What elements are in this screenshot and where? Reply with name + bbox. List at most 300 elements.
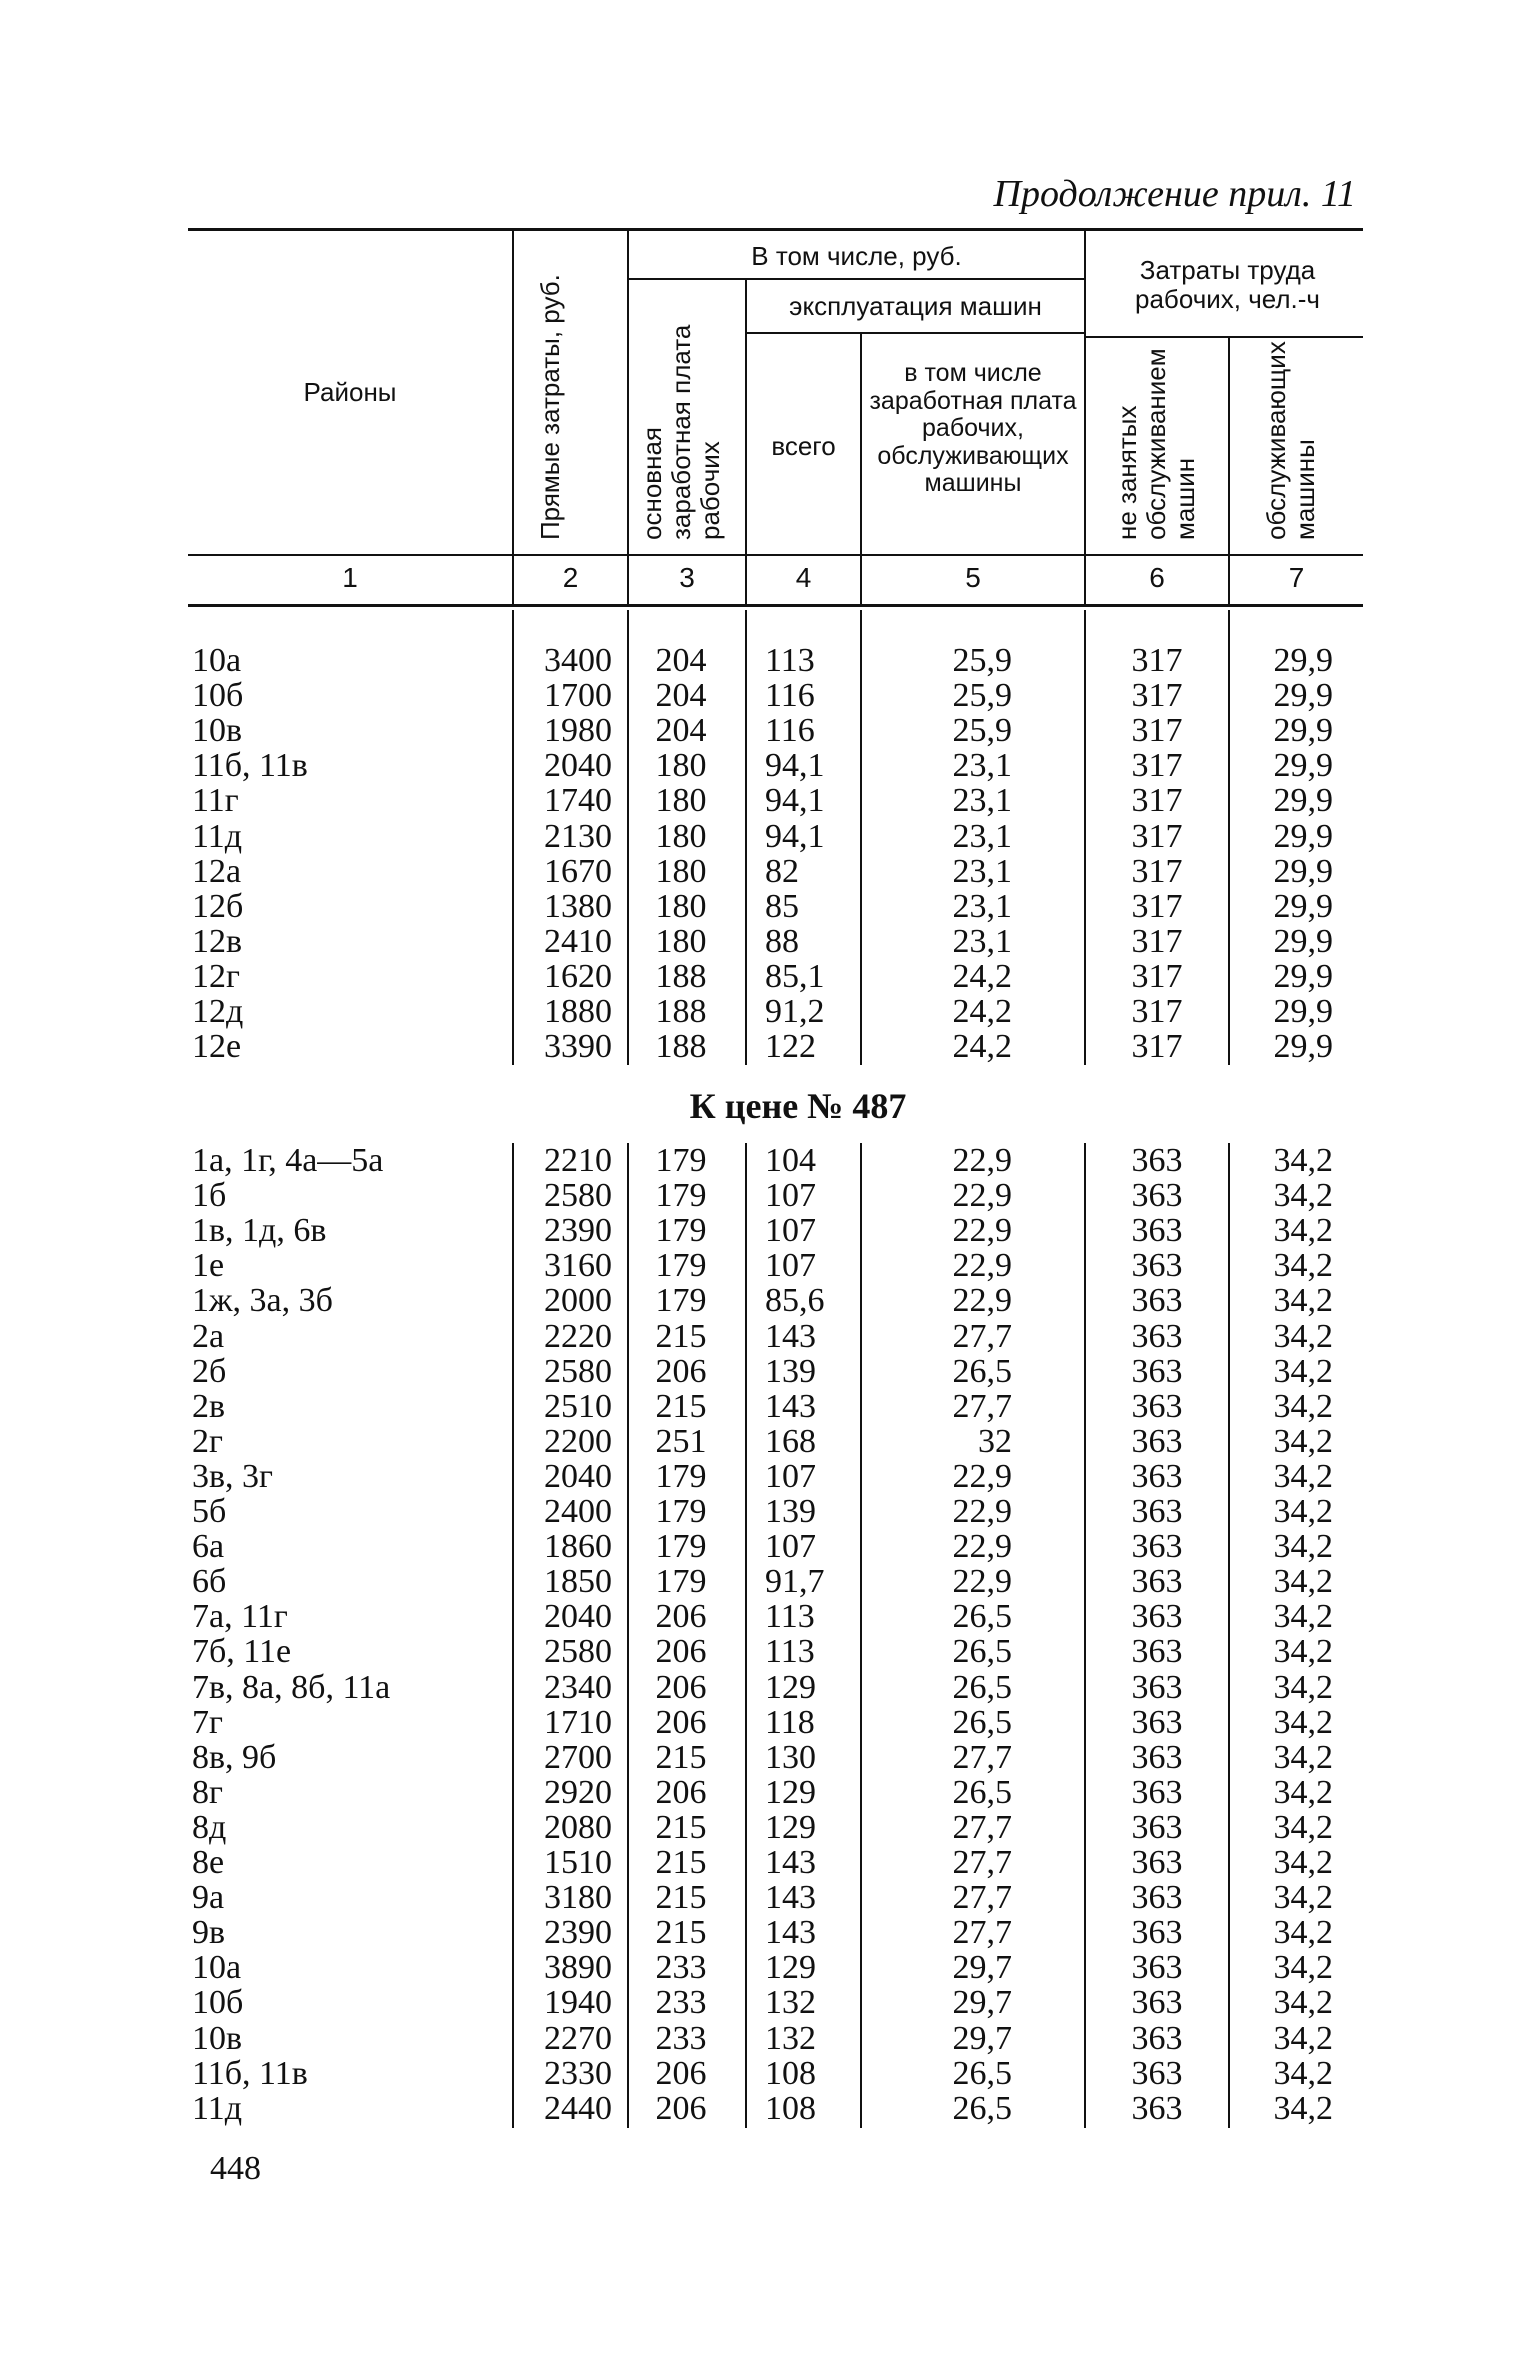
- cell-vsego: 113: [765, 642, 815, 679]
- cell-pryamye: 2410: [544, 922, 612, 960]
- cell-rayon: 11б, 11в: [192, 2054, 308, 2092]
- colnum-1: 1: [342, 562, 358, 593]
- cell-pryamye: 2040: [544, 1598, 612, 1636]
- cell-obsluzh: 34,2: [1273, 1598, 1333, 1636]
- cell-zp-mashin: 22,9: [952, 1247, 1012, 1285]
- cell-vsego: 107: [765, 1212, 816, 1250]
- header-pryamye-text: Прямые затраты, руб.: [535, 274, 565, 540]
- cell-obsluzh: 34,2: [1273, 1528, 1333, 1566]
- cell-obsluzh: 34,2: [1273, 1879, 1333, 1917]
- cell-zp-mashin: 27,7: [952, 1808, 1012, 1846]
- cell-ne-zanyatyh: 363: [1131, 2019, 1183, 2057]
- cell-rayon: 1а, 1г, 4а—5а: [192, 1142, 384, 1179]
- header-vline-2: [627, 230, 629, 605]
- cell-obsluzh: 29,9: [1273, 1028, 1333, 1066]
- cell-pryamye: 2510: [544, 1387, 612, 1425]
- cell-osnovnaya: 180: [655, 782, 707, 820]
- cell-ne-zanyatyh: 317: [1131, 922, 1183, 960]
- cell-ne-zanyatyh: 363: [1131, 1668, 1183, 1706]
- cell-pryamye: 3180: [544, 1879, 612, 1917]
- cell-vsego: 129: [765, 1808, 816, 1846]
- cell-zp-mashin: 26,5: [952, 1668, 1012, 1706]
- cell-ne-zanyatyh: 317: [1131, 712, 1183, 750]
- cell-osnovnaya: 215: [655, 1317, 707, 1355]
- cell-osnovnaya: 206: [655, 1352, 707, 1390]
- header-rayony: Районы: [303, 377, 397, 407]
- cell-obsluzh: 34,2: [1273, 1738, 1333, 1776]
- cell-zp-mashin: 23,1: [952, 817, 1012, 855]
- cell-ne-zanyatyh: 363: [1131, 1844, 1183, 1881]
- cell-zp-mashin: 24,2: [952, 1028, 1012, 1066]
- cell-vsego: 143: [765, 1317, 816, 1355]
- header-v-tom-chisle-zp: в том числе заработная плата рабочих, обслуживающих машины: [869, 359, 1077, 497]
- cell-ne-zanyatyh: 363: [1131, 1387, 1183, 1425]
- cell-osnovnaya: 179: [655, 1493, 707, 1530]
- cell-zp-mashin: 23,1: [952, 852, 1012, 890]
- cell-ne-zanyatyh: 363: [1131, 1563, 1183, 1601]
- cell-osnovnaya: 206: [655, 1668, 707, 1706]
- cell-rayon: 10б: [192, 1984, 244, 2022]
- cell-pryamye: 1620: [544, 957, 612, 995]
- cell-pryamye: 2270: [544, 2019, 612, 2057]
- cell-osnovnaya: 179: [655, 1247, 707, 1285]
- cell-vsego: 143: [765, 1387, 816, 1425]
- cell-vsego: 113: [765, 1633, 815, 1671]
- cell-vsego: 108: [765, 2054, 816, 2092]
- cell-pryamye: 2440: [544, 2089, 612, 2127]
- cell-ne-zanyatyh: 363: [1131, 1633, 1183, 1671]
- cell-vsego: 130: [765, 1738, 816, 1776]
- cell-ne-zanyatyh: 363: [1131, 1457, 1183, 1495]
- cell-osnovnaya: 188: [655, 1028, 707, 1066]
- cell-obsluzh: 29,9: [1273, 782, 1333, 820]
- cell-vsego: 85,1: [765, 957, 825, 995]
- cell-obsluzh: 34,2: [1273, 1773, 1333, 1811]
- body-top-vline-3: [745, 610, 747, 1065]
- cell-obsluzh: 34,2: [1273, 1177, 1333, 1215]
- cell-rayon: 6а: [192, 1528, 225, 1566]
- cell-vsego: 94,1: [765, 747, 825, 785]
- colnum-7: 7: [1288, 562, 1305, 593]
- cell-rayon: 12б: [192, 887, 244, 925]
- colnum-3: 3: [679, 562, 695, 593]
- cell-ne-zanyatyh: 363: [1131, 1352, 1183, 1390]
- cell-pryamye: 3160: [544, 1247, 612, 1285]
- cell-ne-zanyatyh: 363: [1131, 1808, 1183, 1846]
- cell-ne-zanyatyh: 317: [1131, 887, 1183, 925]
- cell-obsluzh: 34,2: [1273, 1493, 1333, 1530]
- cell-rayon: 10б: [192, 677, 244, 715]
- cell-ne-zanyatyh: 317: [1131, 747, 1183, 785]
- cell-zp-mashin: 32: [978, 1422, 1012, 1460]
- cell-rayon: 7а, 11г: [192, 1598, 288, 1636]
- cell-rayon: 12д: [192, 993, 244, 1030]
- cell-zp-mashin: 25,9: [952, 642, 1012, 679]
- cell-osnovnaya: 179: [655, 1142, 707, 1179]
- cell-osnovnaya: 179: [655, 1457, 707, 1495]
- cell-ne-zanyatyh: 363: [1131, 1879, 1183, 1917]
- cell-osnovnaya: 179: [655, 1528, 707, 1566]
- cell-rayon: 10а: [192, 642, 242, 679]
- header-osnovnaya: [638, 315, 725, 540]
- cell-vsego: 107: [765, 1528, 816, 1566]
- cell-obsluzh: 29,9: [1273, 817, 1333, 855]
- cell-zp-mashin: 22,9: [952, 1212, 1012, 1250]
- cell-zp-mashin: 27,7: [952, 1387, 1012, 1425]
- cell-rayon: 12е: [192, 1028, 242, 1066]
- cell-pryamye: 2000: [544, 1282, 612, 1320]
- cell-zp-mashin: 25,9: [952, 712, 1012, 750]
- cell-vsego: 116: [765, 677, 815, 715]
- cell-ne-zanyatyh: 363: [1131, 1984, 1183, 2022]
- cell-rayon: 12г: [192, 957, 240, 995]
- cell-obsluzh: 34,2: [1273, 1633, 1333, 1671]
- cell-vsego: 122: [765, 1028, 816, 1066]
- cell-zp-mashin: 26,5: [952, 1773, 1012, 1811]
- cell-rayon: 12а: [192, 852, 242, 890]
- cell-rayon: 2а: [192, 1317, 225, 1355]
- cell-vsego: 113: [765, 1598, 815, 1636]
- cell-obsluzh: 34,2: [1273, 1563, 1333, 1601]
- cell-rayon: 10а: [192, 1949, 242, 1987]
- cell-obsluzh: 34,2: [1273, 1282, 1333, 1320]
- cell-rayon: 11д: [192, 817, 243, 855]
- cell-vsego: 116: [765, 712, 815, 750]
- colnum-6: 6: [1149, 562, 1165, 593]
- cell-pryamye: 2080: [544, 1808, 612, 1846]
- cell-vsego: 107: [765, 1247, 816, 1285]
- cell-rayon: 5б: [192, 1493, 227, 1530]
- cell-zp-mashin: 25,9: [952, 677, 1012, 715]
- cell-pryamye: 1880: [544, 993, 612, 1030]
- cell-obsluzh: 34,2: [1273, 1844, 1333, 1881]
- cell-ne-zanyatyh: 363: [1131, 1177, 1183, 1215]
- cell-zp-mashin: 22,9: [952, 1563, 1012, 1601]
- cell-obsluzh: 29,9: [1273, 922, 1333, 960]
- header-rule-ekspluatatsiya: [747, 332, 1084, 334]
- cell-obsluzh: 29,9: [1273, 957, 1333, 995]
- cell-osnovnaya: 206: [655, 1633, 707, 1671]
- cell-pryamye: 2340: [544, 1668, 612, 1706]
- cell-osnovnaya: 251: [655, 1422, 707, 1460]
- cell-rayon: 6б: [192, 1563, 227, 1601]
- cell-osnovnaya: 204: [655, 642, 707, 679]
- header-ne-zanyatyh: [1112, 348, 1201, 540]
- cell-ne-zanyatyh: 363: [1131, 2089, 1183, 2127]
- cell-osnovnaya: 206: [655, 1773, 707, 1811]
- cell-obsluzh: 34,2: [1273, 1914, 1333, 1952]
- cell-pryamye: 2220: [544, 1317, 612, 1355]
- cell-obsluzh: 34,2: [1273, 1317, 1333, 1355]
- cell-zp-mashin: 29,7: [952, 2019, 1012, 2057]
- cell-zp-mashin: 23,1: [952, 922, 1012, 960]
- cell-vsego: 139: [765, 1352, 816, 1390]
- header-v-tom-chisle: В том числе, руб.: [751, 241, 962, 271]
- cell-pryamye: 1510: [544, 1844, 612, 1881]
- cell-pryamye: 1940: [544, 1984, 612, 2022]
- cell-osnovnaya: 206: [655, 1703, 707, 1741]
- cell-zp-mashin: 27,7: [952, 1879, 1012, 1917]
- cell-pryamye: 2200: [544, 1422, 612, 1460]
- cell-rayon: 8г: [192, 1773, 223, 1811]
- cell-osnovnaya: 215: [655, 1387, 707, 1425]
- header-rule-v-tom-chisle: [629, 278, 1084, 280]
- cell-zp-mashin: 26,5: [952, 2089, 1012, 2127]
- body-bottom-vline-3: [745, 1143, 747, 2128]
- cell-obsluzh: 34,2: [1273, 1668, 1333, 1706]
- cell-ne-zanyatyh: 363: [1131, 1738, 1183, 1776]
- cell-vsego: 107: [765, 1177, 816, 1215]
- cell-rayon: 10в: [192, 2019, 243, 2057]
- cell-rayon: 7в, 8а, 8б, 11а: [192, 1668, 391, 1706]
- cell-rayon: 3в, 3г: [192, 1457, 273, 1495]
- cell-zp-mashin: 22,9: [952, 1282, 1012, 1320]
- cell-obsluzh: 34,2: [1273, 1247, 1333, 1285]
- cell-vsego: 88: [765, 922, 799, 960]
- cell-pryamye: 1740: [544, 782, 612, 820]
- cell-rayon: 2б: [192, 1352, 227, 1390]
- cell-vsego: 85,6: [765, 1282, 825, 1320]
- cell-vsego: 132: [765, 1984, 816, 2022]
- cell-vsego: 129: [765, 1668, 816, 1706]
- cell-pryamye: 2390: [544, 1212, 612, 1250]
- cell-pryamye: 1860: [544, 1528, 612, 1566]
- header-obsluzhivayushchih: [1261, 341, 1321, 540]
- cell-zp-mashin: 24,2: [952, 957, 1012, 995]
- cell-pryamye: 2210: [544, 1142, 612, 1179]
- cell-zp-mashin: 24,2: [952, 993, 1012, 1030]
- cell-osnovnaya: 215: [655, 1844, 707, 1881]
- cell-rayon: 9в: [192, 1914, 226, 1952]
- cell-osnovnaya: 179: [655, 1282, 707, 1320]
- cell-zp-mashin: 26,5: [952, 1633, 1012, 1671]
- cell-pryamye: 2390: [544, 1914, 612, 1952]
- cell-pryamye: 1980: [544, 712, 612, 750]
- cell-osnovnaya: 206: [655, 2054, 707, 2092]
- cell-osnovnaya: 215: [655, 1738, 707, 1776]
- cell-pryamye: 1710: [544, 1703, 612, 1741]
- cell-pryamye: 3400: [544, 642, 612, 679]
- cell-obsluzh: 34,2: [1273, 1457, 1333, 1495]
- cell-vsego: 104: [765, 1142, 816, 1179]
- cell-zp-mashin: 27,7: [952, 1317, 1012, 1355]
- cell-osnovnaya: 233: [655, 1984, 707, 2022]
- cell-osnovnaya: 204: [655, 712, 707, 750]
- cell-osnovnaya: 206: [655, 2089, 707, 2127]
- cell-obsluzh: 34,2: [1273, 1808, 1333, 1846]
- cell-obsluzh: 29,9: [1273, 712, 1333, 750]
- cell-ne-zanyatyh: 363: [1131, 1142, 1183, 1179]
- cell-ne-zanyatyh: 317: [1131, 677, 1183, 715]
- cell-osnovnaya: 204: [655, 677, 707, 715]
- cell-pryamye: 2580: [544, 1633, 612, 1671]
- cell-pryamye: 2040: [544, 1457, 612, 1495]
- cell-rayon: 1в, 1д, 6в: [192, 1212, 327, 1250]
- header-vsego: всего: [771, 431, 836, 461]
- cell-ne-zanyatyh: 363: [1131, 1282, 1183, 1320]
- cell-zp-mashin: 26,5: [952, 1598, 1012, 1636]
- cell-zp-mashin: 26,5: [952, 1352, 1012, 1390]
- cell-pryamye: 1380: [544, 887, 612, 925]
- cell-zp-mashin: 22,9: [952, 1177, 1012, 1215]
- cell-obsluzh: 29,9: [1273, 887, 1333, 925]
- cell-obsluzh: 34,2: [1273, 2019, 1333, 2057]
- colnum-4: 4: [795, 562, 812, 593]
- cell-osnovnaya: 180: [655, 887, 707, 925]
- cell-obsluzh: 29,9: [1273, 747, 1333, 785]
- cell-vsego: 108: [765, 2089, 816, 2127]
- cell-obsluzh: 29,9: [1273, 852, 1333, 890]
- cell-osnovnaya: 180: [655, 922, 707, 960]
- cell-rayon: 7б, 11е: [192, 1633, 292, 1671]
- cell-ne-zanyatyh: 363: [1131, 2054, 1183, 2092]
- header-ne-zanyatyh-text: не занятых обслуживанием машин: [1112, 348, 1201, 540]
- cell-vsego: 139: [765, 1493, 816, 1530]
- cell-osnovnaya: 233: [655, 2019, 707, 2057]
- cell-obsluzh: 34,2: [1273, 1703, 1333, 1741]
- cell-ne-zanyatyh: 363: [1131, 1528, 1183, 1566]
- cell-pryamye: 2580: [544, 1352, 612, 1390]
- cell-obsluzh: 34,2: [1273, 1142, 1333, 1179]
- header-osnovnaya-text: основная заработная плата рабочих: [637, 324, 726, 540]
- cell-obsluzh: 34,2: [1273, 1984, 1333, 2022]
- cell-rayon: 11б, 11в: [192, 747, 308, 785]
- cell-vsego: 168: [765, 1422, 816, 1460]
- cell-ne-zanyatyh: 363: [1131, 1598, 1183, 1636]
- cell-pryamye: 2920: [544, 1773, 612, 1811]
- cell-rayon: 8д: [192, 1808, 227, 1846]
- cell-ne-zanyatyh: 363: [1131, 1949, 1183, 1987]
- cell-pryamye: 1850: [544, 1563, 612, 1601]
- cell-ne-zanyatyh: 317: [1131, 993, 1183, 1030]
- cell-zp-mashin: 22,9: [952, 1528, 1012, 1566]
- cell-vsego: 94,1: [765, 782, 825, 820]
- header-zatraty-truda: Затраты труда рабочих, чел.-ч: [1135, 255, 1320, 314]
- cell-ne-zanyatyh: 363: [1131, 1493, 1183, 1530]
- cell-ne-zanyatyh: 317: [1131, 817, 1183, 855]
- cell-osnovnaya: 233: [655, 1949, 707, 1987]
- cell-ne-zanyatyh: 363: [1131, 1703, 1183, 1741]
- cell-osnovnaya: 215: [655, 1914, 707, 1952]
- cell-pryamye: 2580: [544, 1177, 612, 1215]
- cell-osnovnaya: 179: [655, 1212, 707, 1250]
- cell-vsego: 94,1: [765, 817, 825, 855]
- cell-ne-zanyatyh: 317: [1131, 642, 1183, 679]
- cell-zp-mashin: 23,1: [952, 887, 1012, 925]
- header-rule-zatraty: [1084, 336, 1363, 338]
- cell-obsluzh: 34,2: [1273, 1422, 1333, 1460]
- cell-ne-zanyatyh: 363: [1131, 1773, 1183, 1811]
- cell-zp-mashin: 22,9: [952, 1457, 1012, 1495]
- header-pryamye: [536, 270, 565, 540]
- cell-ne-zanyatyh: 363: [1131, 1212, 1183, 1250]
- cell-obsluzh: 34,2: [1273, 1212, 1333, 1250]
- cell-zp-mashin: 29,7: [952, 1984, 1012, 2022]
- cell-osnovnaya: 180: [655, 817, 707, 855]
- cell-rayon: 8е: [192, 1844, 225, 1881]
- cell-obsluzh: 29,9: [1273, 993, 1333, 1030]
- cell-zp-mashin: 26,5: [952, 2054, 1012, 2092]
- cell-osnovnaya: 215: [655, 1879, 707, 1917]
- cell-obsluzh: 34,2: [1273, 1949, 1333, 1987]
- cell-ne-zanyatyh: 317: [1131, 852, 1183, 890]
- cell-pryamye: 1670: [544, 852, 612, 890]
- header-ekspluatatsiya: эксплуатация машин: [789, 291, 1042, 321]
- cell-ne-zanyatyh: 363: [1131, 1317, 1183, 1355]
- cell-vsego: 143: [765, 1844, 816, 1881]
- cell-ne-zanyatyh: 317: [1131, 782, 1183, 820]
- cell-vsego: 107: [765, 1457, 816, 1495]
- cell-rayon: 2г: [192, 1422, 223, 1460]
- header-bottom-rule: [188, 554, 1363, 556]
- colnum-2: 2: [562, 562, 579, 593]
- header-vline-5: [1084, 230, 1086, 605]
- cell-rayon: 1е: [192, 1247, 225, 1285]
- cell-osnovnaya: 180: [655, 852, 707, 890]
- cell-vsego: 129: [765, 1773, 816, 1811]
- cell-zp-mashin: 23,1: [952, 747, 1012, 785]
- cell-rayon: 11д: [192, 2089, 243, 2127]
- cell-pryamye: 2330: [544, 2054, 612, 2092]
- cell-zp-mashin: 29,7: [952, 1949, 1012, 1987]
- colnum-5: 5: [965, 562, 981, 593]
- cell-rayon: 11г: [192, 782, 239, 820]
- cell-ne-zanyatyh: 363: [1131, 1914, 1183, 1952]
- cell-vsego: 85: [765, 887, 799, 925]
- cell-rayon: 8в, 9б: [192, 1738, 277, 1776]
- cell-osnovnaya: 215: [655, 1808, 707, 1846]
- cell-rayon: 7г: [192, 1703, 223, 1741]
- cell-vsego: 132: [765, 2019, 816, 2057]
- cell-zp-mashin: 27,7: [952, 1844, 1012, 1881]
- cell-obsluzh: 29,9: [1273, 677, 1333, 715]
- cell-pryamye: 3890: [544, 1949, 612, 1987]
- cell-rayon: 12в: [192, 922, 243, 960]
- cell-pryamye: 2400: [544, 1493, 612, 1530]
- cell-ne-zanyatyh: 317: [1131, 957, 1183, 995]
- cell-zp-mashin: 26,5: [952, 1703, 1012, 1741]
- page-number: 448: [210, 2150, 261, 2187]
- cell-obsluzh: 34,2: [1273, 2054, 1333, 2092]
- cell-ne-zanyatyh: 363: [1131, 1247, 1183, 1285]
- cell-osnovnaya: 188: [655, 957, 707, 995]
- cell-vsego: 129: [765, 1949, 816, 1987]
- cell-vsego: 82: [765, 852, 799, 890]
- cell-osnovnaya: 206: [655, 1598, 707, 1636]
- cell-osnovnaya: 188: [655, 993, 707, 1030]
- cell-zp-mashin: 27,7: [952, 1914, 1012, 1952]
- cell-osnovnaya: 179: [655, 1177, 707, 1215]
- cell-rayon: 1б: [192, 1177, 227, 1215]
- cell-zp-mashin: 22,9: [952, 1142, 1012, 1179]
- cell-obsluzh: 29,9: [1273, 642, 1333, 679]
- colnum-bottom-rule: [188, 604, 1363, 607]
- cell-vsego: 91,7: [765, 1563, 825, 1601]
- header-vline-1: [512, 230, 514, 605]
- cell-zp-mashin: 23,1: [952, 782, 1012, 820]
- cell-zp-mashin: 22,9: [952, 1493, 1012, 1530]
- cell-ne-zanyatyh: 363: [1131, 1422, 1183, 1460]
- cell-rayon: 2в: [192, 1387, 226, 1425]
- cell-rayon: 10в: [192, 712, 243, 750]
- cell-osnovnaya: 179: [655, 1563, 707, 1601]
- cell-zp-mashin: 27,7: [952, 1738, 1012, 1776]
- cell-vsego: 143: [765, 1914, 816, 1952]
- cell-rayon: 1ж, 3а, 3б: [192, 1282, 333, 1320]
- continuation-label: Продолжение прил. 11: [993, 173, 1356, 215]
- cell-vsego: 91,2: [765, 993, 825, 1030]
- cell-obsluzh: 34,2: [1273, 1387, 1333, 1425]
